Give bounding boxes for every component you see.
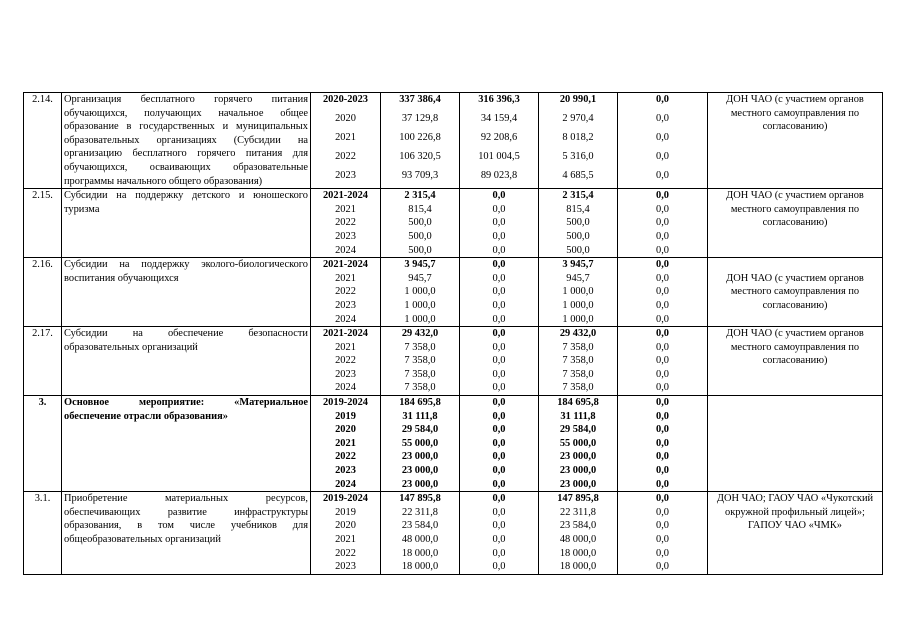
item-number: 3.1. — [24, 492, 62, 575]
executor-cell: ДОН ЧАО (с участием органов местного самоуправления по согласованию) — [708, 93, 883, 189]
total-cell: 18 000,0 — [381, 547, 460, 561]
federal-budget-cell: 0,0 — [460, 560, 539, 574]
period-cell: 2022 — [311, 285, 381, 299]
total-cell: 93 709,3 — [381, 169, 460, 189]
local-budget-cell: 0,0 — [618, 244, 708, 258]
local-budget-cell: 0,0 — [618, 354, 708, 368]
federal-budget-cell: 0,0 — [460, 450, 539, 464]
local-budget-cell: 0,0 — [618, 203, 708, 217]
federal-budget-cell: 0,0 — [460, 258, 539, 272]
period-cell: 2024 — [311, 478, 381, 492]
regional-budget-cell: 18 000,0 — [539, 560, 618, 574]
regional-budget-cell: 1 000,0 — [539, 313, 618, 327]
period-cell: 2020 — [311, 423, 381, 437]
period-cell: 2022 — [311, 450, 381, 464]
table-row — [24, 396, 883, 410]
program-activities-table — [23, 92, 883, 575]
federal-budget-cell: 0,0 — [460, 327, 539, 341]
period-cell: 2023 — [311, 560, 381, 574]
activity-name: Субсидии на поддержку эколого-биологического воспитания обучающихся — [62, 258, 311, 327]
federal-budget-cell: 316 396,3 — [460, 93, 539, 113]
regional-budget-cell: 500,0 — [539, 244, 618, 258]
period-cell: 2021 — [311, 437, 381, 451]
regional-budget-cell: 48 000,0 — [539, 533, 618, 547]
regional-budget-cell: 1 000,0 — [539, 285, 618, 299]
total-cell: 18 000,0 — [381, 560, 460, 574]
activity-name: Субсидии на обеспечение безопасности образовательных организаций — [62, 327, 311, 396]
executor-cell — [708, 396, 883, 492]
federal-budget-cell: 0,0 — [460, 478, 539, 492]
table-row — [24, 258, 883, 272]
period-cell: 2023 — [311, 230, 381, 244]
table-row — [24, 492, 883, 506]
table-row — [24, 93, 883, 113]
period-cell: 2024 — [311, 313, 381, 327]
federal-budget-cell: 0,0 — [460, 203, 539, 217]
federal-budget-cell: 92 208,6 — [460, 131, 539, 150]
local-budget-cell: 0,0 — [618, 519, 708, 533]
table-body — [24, 93, 883, 575]
local-budget-cell: 0,0 — [618, 285, 708, 299]
federal-budget-cell: 0,0 — [460, 368, 539, 382]
local-budget-cell: 0,0 — [618, 506, 708, 520]
total-cell: 337 386,4 — [381, 93, 460, 113]
total-cell: 106 320,5 — [381, 150, 460, 169]
federal-budget-cell: 0,0 — [460, 437, 539, 451]
total-cell: 7 358,0 — [381, 341, 460, 355]
local-budget-cell: 0,0 — [618, 464, 708, 478]
period-cell: 2023 — [311, 169, 381, 189]
period-cell: 2019 — [311, 506, 381, 520]
federal-budget-cell: 0,0 — [460, 492, 539, 506]
local-budget-cell: 0,0 — [618, 112, 708, 131]
local-budget-cell: 0,0 — [618, 189, 708, 203]
regional-budget-cell: 7 358,0 — [539, 368, 618, 382]
federal-budget-cell: 89 023,8 — [460, 169, 539, 189]
regional-budget-cell: 3 945,7 — [539, 258, 618, 272]
regional-budget-cell: 815,4 — [539, 203, 618, 217]
total-cell: 815,4 — [381, 203, 460, 217]
total-cell: 29 584,0 — [381, 423, 460, 437]
local-budget-cell: 0,0 — [618, 93, 708, 113]
period-cell: 2022 — [311, 150, 381, 169]
executor-cell: ДОН ЧАО (с участием органов местного самоуправления по согласованию) — [708, 189, 883, 258]
regional-budget-cell: 500,0 — [539, 230, 618, 244]
total-cell: 500,0 — [381, 244, 460, 258]
local-budget-cell: 0,0 — [618, 230, 708, 244]
federal-budget-cell: 0,0 — [460, 506, 539, 520]
local-budget-cell: 0,0 — [618, 478, 708, 492]
total-cell: 23 000,0 — [381, 450, 460, 464]
item-number: 2.17. — [24, 327, 62, 396]
executor-cell: ДОН ЧАО (с участием органов местного самоуправления по согласованию) — [708, 327, 883, 396]
regional-budget-cell: 55 000,0 — [539, 437, 618, 451]
item-number: 2.14. — [24, 93, 62, 189]
federal-budget-cell: 0,0 — [460, 519, 539, 533]
federal-budget-cell: 0,0 — [460, 341, 539, 355]
local-budget-cell: 0,0 — [618, 327, 708, 341]
item-number: 3. — [24, 396, 62, 492]
total-cell: 37 129,8 — [381, 112, 460, 131]
federal-budget-cell: 0,0 — [460, 410, 539, 424]
regional-budget-cell: 23 000,0 — [539, 464, 618, 478]
local-budget-cell: 0,0 — [618, 313, 708, 327]
total-cell: 7 358,0 — [381, 381, 460, 395]
federal-budget-cell: 0,0 — [460, 216, 539, 230]
regional-budget-cell: 18 000,0 — [539, 547, 618, 561]
total-cell: 23 000,0 — [381, 478, 460, 492]
period-cell: 2019-2024 — [311, 492, 381, 506]
local-budget-cell: 0,0 — [618, 131, 708, 150]
federal-budget-cell: 0,0 — [460, 423, 539, 437]
period-cell: 2024 — [311, 381, 381, 395]
period-cell: 2022 — [311, 547, 381, 561]
total-cell: 48 000,0 — [381, 533, 460, 547]
regional-budget-cell: 23 000,0 — [539, 478, 618, 492]
local-budget-cell: 0,0 — [618, 450, 708, 464]
period-cell: 2022 — [311, 354, 381, 368]
regional-budget-cell: 8 018,2 — [539, 131, 618, 150]
federal-budget-cell: 0,0 — [460, 244, 539, 258]
total-cell: 1 000,0 — [381, 313, 460, 327]
activity-name: Субсидии на поддержку детского и юношеского туризма — [62, 189, 311, 258]
table-row — [24, 327, 883, 341]
period-cell: 2021 — [311, 341, 381, 355]
local-budget-cell: 0,0 — [618, 341, 708, 355]
regional-budget-cell: 22 311,8 — [539, 506, 618, 520]
local-budget-cell: 0,0 — [618, 547, 708, 561]
total-cell: 22 311,8 — [381, 506, 460, 520]
local-budget-cell: 0,0 — [618, 492, 708, 506]
regional-budget-cell: 7 358,0 — [539, 381, 618, 395]
federal-budget-cell: 0,0 — [460, 313, 539, 327]
total-cell: 2 315,4 — [381, 189, 460, 203]
federal-budget-cell: 0,0 — [460, 299, 539, 313]
period-cell: 2024 — [311, 244, 381, 258]
federal-budget-cell: 0,0 — [460, 354, 539, 368]
regional-budget-cell: 31 111,8 — [539, 410, 618, 424]
regional-budget-cell: 23 584,0 — [539, 519, 618, 533]
total-cell: 23 584,0 — [381, 519, 460, 533]
local-budget-cell: 0,0 — [618, 423, 708, 437]
total-cell: 500,0 — [381, 216, 460, 230]
total-cell: 147 895,8 — [381, 492, 460, 506]
federal-budget-cell: 0,0 — [460, 381, 539, 395]
total-cell: 29 432,0 — [381, 327, 460, 341]
table-row — [24, 189, 883, 203]
federal-budget-cell: 0,0 — [460, 230, 539, 244]
period-cell: 2020 — [311, 112, 381, 131]
total-cell: 500,0 — [381, 230, 460, 244]
executor-cell: ДОН ЧАО; ГАОУ ЧАО «Чукотский окружной профильный лицей»; ГАПОУ ЧАО «ЧМК» — [708, 492, 883, 575]
period-cell: 2019 — [311, 410, 381, 424]
local-budget-cell: 0,0 — [618, 437, 708, 451]
local-budget-cell: 0,0 — [618, 272, 708, 286]
federal-budget-cell: 101 004,5 — [460, 150, 539, 169]
regional-budget-cell: 7 358,0 — [539, 341, 618, 355]
total-cell: 7 358,0 — [381, 354, 460, 368]
total-cell: 31 111,8 — [381, 410, 460, 424]
total-cell: 184 695,8 — [381, 396, 460, 410]
period-cell: 2021 — [311, 272, 381, 286]
federal-budget-cell: 0,0 — [460, 533, 539, 547]
total-cell: 3 945,7 — [381, 258, 460, 272]
local-budget-cell: 0,0 — [618, 169, 708, 189]
total-cell: 55 000,0 — [381, 437, 460, 451]
regional-budget-cell: 184 695,8 — [539, 396, 618, 410]
federal-budget-cell: 0,0 — [460, 272, 539, 286]
local-budget-cell: 0,0 — [618, 299, 708, 313]
regional-budget-cell: 4 685,5 — [539, 169, 618, 189]
regional-budget-cell: 7 358,0 — [539, 354, 618, 368]
total-cell: 1 000,0 — [381, 299, 460, 313]
period-cell: 2021 — [311, 131, 381, 150]
federal-budget-cell: 0,0 — [460, 464, 539, 478]
local-budget-cell: 0,0 — [618, 258, 708, 272]
regional-budget-cell: 1 000,0 — [539, 299, 618, 313]
period-cell: 2021 — [311, 203, 381, 217]
federal-budget-cell: 0,0 — [460, 547, 539, 561]
activity-name: Приобретение материальных ресурсов, обеспечивающих развитие инфраструктуры образования, в том числе учебников для общеобразовательных организаций — [62, 492, 311, 575]
regional-budget-cell: 2 970,4 — [539, 112, 618, 131]
regional-budget-cell: 147 895,8 — [539, 492, 618, 506]
activity-name: Основное мероприятие: «Материальное обеспечение отрасли образования» — [62, 396, 311, 492]
total-cell: 945,7 — [381, 272, 460, 286]
local-budget-cell: 0,0 — [618, 150, 708, 169]
regional-budget-cell: 29 584,0 — [539, 423, 618, 437]
period-cell: 2021-2024 — [311, 258, 381, 272]
period-cell: 2019-2024 — [311, 396, 381, 410]
total-cell: 1 000,0 — [381, 285, 460, 299]
period-cell: 2023 — [311, 368, 381, 382]
regional-budget-cell: 23 000,0 — [539, 450, 618, 464]
regional-budget-cell: 20 990,1 — [539, 93, 618, 113]
local-budget-cell: 0,0 — [618, 560, 708, 574]
executor-cell: ДОН ЧАО (с участием органов местного самоуправления по согласованию) — [708, 258, 883, 327]
period-cell: 2021 — [311, 533, 381, 547]
federal-budget-cell: 34 159,4 — [460, 112, 539, 131]
total-cell: 100 226,8 — [381, 131, 460, 150]
regional-budget-cell: 500,0 — [539, 216, 618, 230]
period-cell: 2023 — [311, 299, 381, 313]
local-budget-cell: 0,0 — [618, 410, 708, 424]
regional-budget-cell: 2 315,4 — [539, 189, 618, 203]
total-cell: 7 358,0 — [381, 368, 460, 382]
period-cell: 2021-2024 — [311, 327, 381, 341]
local-budget-cell: 0,0 — [618, 396, 708, 410]
federal-budget-cell: 0,0 — [460, 396, 539, 410]
local-budget-cell: 0,0 — [618, 533, 708, 547]
total-cell: 23 000,0 — [381, 464, 460, 478]
period-cell: 2021-2024 — [311, 189, 381, 203]
regional-budget-cell: 29 432,0 — [539, 327, 618, 341]
local-budget-cell: 0,0 — [618, 216, 708, 230]
regional-budget-cell: 5 316,0 — [539, 150, 618, 169]
period-cell: 2020 — [311, 519, 381, 533]
item-number: 2.15. — [24, 189, 62, 258]
regional-budget-cell: 945,7 — [539, 272, 618, 286]
local-budget-cell: 0,0 — [618, 368, 708, 382]
item-number: 2.16. — [24, 258, 62, 327]
period-cell: 2020-2023 — [311, 93, 381, 113]
period-cell: 2023 — [311, 464, 381, 478]
federal-budget-cell: 0,0 — [460, 285, 539, 299]
local-budget-cell: 0,0 — [618, 381, 708, 395]
activity-name: Организация бесплатного горячего питания обучающихся, получающих начальное общее образование в государственных и муниципальных образовательных организациях (Субсидии на организацию бесплатного горячего питания для обучающихся, осваивающих образовательные программы начального общего образования) — [62, 93, 311, 189]
federal-budget-cell: 0,0 — [460, 189, 539, 203]
period-cell: 2022 — [311, 216, 381, 230]
